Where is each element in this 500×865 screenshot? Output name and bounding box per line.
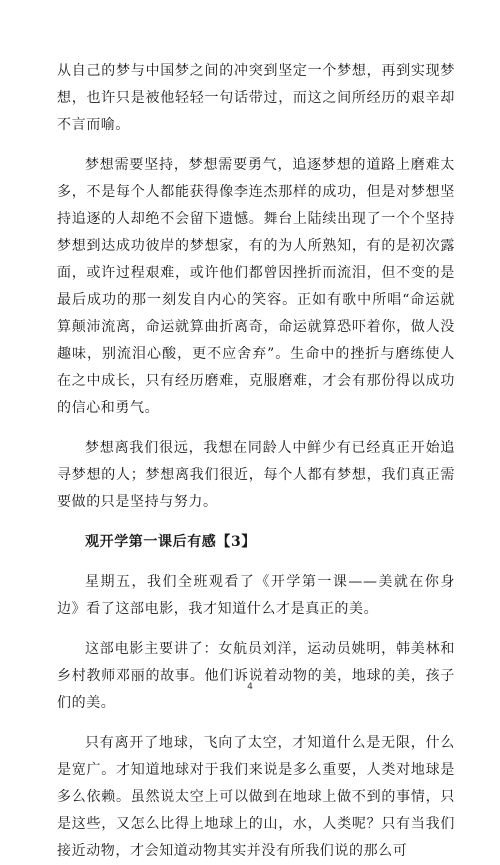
body-paragraph: 星期五，我们全班观看了《开学第一课——美就在你身边》看了这部电影，我才知道什么才是真正的美。: [57, 574, 455, 617]
body-paragraph: 这部电影主要讲了：女航员刘洋，运动员姚明，韩美林和乡村教师邓丽的故事。他们诉说着动物的美，地球的美，孩子们的美。: [57, 641, 455, 711]
body-paragraph: 梦想离我们很远，我想在同龄人中鲜少有已经真正开始追寻梦想的人；梦想离我们很近，每个人都有梦想，我们真正需要做的只是坚持与努力。: [57, 440, 455, 510]
page-number: 4: [247, 682, 253, 692]
body-paragraph: 梦想需要坚持，梦想需要勇气，追逐梦想的道路上磨难太多，不是每个人都能获得像李连杰那样的成功，但是对梦想坚持追逐的人却绝不会留下遗憾。舞台上陆续出现了一个个坚持梦想到达成功彼岸的梦想家，有的为人所熟知，有的是初次露面，或许过程艰难，或许他们都曾因挫折而流泪，但不变的是最后成功的那一刻发自内心的笑容。正如有歌中所唱“命运就算颠沛流离，命运就算曲折离奇，命运就算恐吓着你，做人没趣味，别流泪心酸，更不应舍弃”。生命中的挫折与磨练使人在之中成长，只有经历磨难，克服磨难，才会有那份得以成功的信心和勇气。: [57, 157, 455, 416]
body-paragraph: 只有离开了地球，飞向了太空，才知道什么是无限，什么是宽广。才知道地球对于我们来说是多么重要，人类对地球是多么依赖。虽然说太空上可以做到在地球上做不到的事情，只是这些，又怎么比得上地球上的山，水，人类呢？只有当我们接近动物，才会知道动物其实并没有所我们说的那么可: [57, 735, 455, 859]
body-paragraph: 从自己的梦与中国梦之间的冲突到坚定一个梦想，再到实现梦想，也许只是被他轻轻一句话带过，而这之间所经历的艰辛却不言而喻。: [57, 63, 455, 133]
section-heading: 观开学第一课后有感【3】: [85, 534, 256, 550]
document-body: [57, 58, 455, 865]
